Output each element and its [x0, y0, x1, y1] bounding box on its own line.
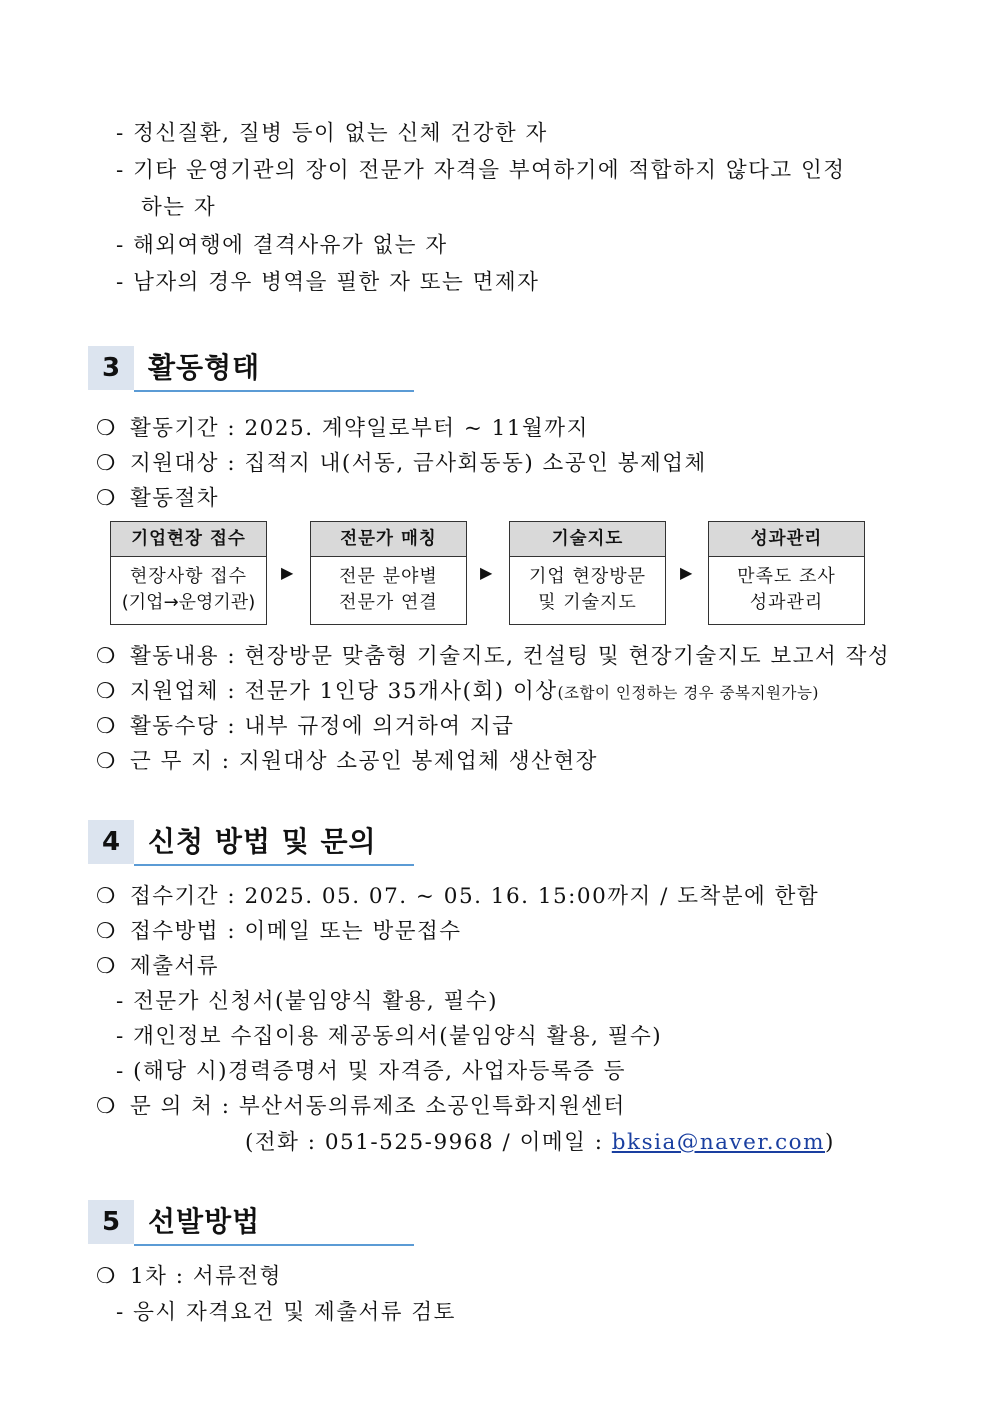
bullet-text: 활동기간 : 2025. 계약일로부터 ~ 11월까지	[130, 416, 589, 441]
circle-bullet-icon: ❍	[96, 486, 117, 511]
circle-bullet-icon: ❍	[96, 451, 117, 476]
flow-arrow-icon: ▶	[680, 563, 693, 582]
circle-bullet-icon: ❍	[96, 714, 117, 739]
flow-step-head: 전문가 매칭	[311, 522, 466, 557]
qualification-item: - 해외여행에 결격사유가 없는 자	[116, 233, 448, 258]
document-item: - 개인정보 수집이용 제공동의서(붙임양식 활용, 필수)	[116, 1024, 663, 1049]
qualification-item-cont: 하는 자	[141, 195, 217, 220]
bullet-item	[96, 879, 819, 910]
section-number: 5	[88, 1200, 134, 1244]
flow-step-1	[110, 521, 267, 625]
bullet-item	[96, 1259, 282, 1290]
bullet-item	[96, 1089, 626, 1120]
contact-detail	[245, 1125, 835, 1156]
section-4-heading	[88, 820, 414, 866]
qualification-item: - 기타 운영기관의 장이 전문가 자격을 부여하기에 적합하지 않다고 인정	[116, 158, 846, 183]
section-title: 활동형태	[148, 351, 261, 384]
flow-step-body: 전문 분야별 전문가 연결	[339, 566, 438, 613]
bullet-text: 활동절차	[130, 486, 220, 511]
section-5-heading	[88, 1200, 414, 1246]
circle-bullet-icon: ❍	[96, 954, 117, 979]
circle-bullet-icon: ❍	[96, 919, 117, 944]
bullet-text: 접수기간 : 2025. 05. 07. ~ 05. 16. 15:00까지 / 도착분에 한함	[130, 884, 820, 909]
bullet-item	[96, 949, 219, 980]
bullet-text: 1차 : 서류전형	[130, 1264, 282, 1289]
bullet-text: 활동내용 : 현장방문 맞춤형 기술지도, 컨설팅 및 현장기술지도 보고서 작성	[130, 644, 891, 669]
bullet-text: 지원업체 : 전문가 1인당 35개사(회) 이상	[130, 679, 558, 704]
circle-bullet-icon: ❍	[96, 416, 117, 441]
flow-step-2	[310, 521, 467, 625]
contact-text: 문 의 처 : 부산서동의류제조 소공인특화지원센터	[130, 1094, 626, 1119]
email-link[interactable]: bksia@naver.com	[611, 1130, 825, 1155]
flow-step-head: 기업현장 접수	[111, 522, 266, 557]
selection-item: - 응시 자격요건 및 제출서류 검토	[116, 1300, 456, 1325]
bullet-item	[96, 709, 514, 740]
circle-bullet-icon: ❍	[96, 679, 117, 704]
section-number: 4	[88, 820, 134, 864]
flow-step-head: 성과관리	[709, 522, 864, 557]
section-3-heading	[88, 346, 414, 392]
circle-bullet-icon: ❍	[96, 749, 117, 774]
heading-underline	[134, 1244, 414, 1246]
qualification-item: - 정신질환, 질병 등이 없는 신체 건강한 자	[116, 121, 548, 146]
flow-step-3	[509, 521, 666, 625]
section-number: 3	[88, 346, 134, 390]
bullet-item	[96, 481, 219, 512]
circle-bullet-icon: ❍	[96, 644, 117, 669]
section-title: 선발방법	[148, 1205, 261, 1238]
flow-step-head: 기술지도	[510, 522, 665, 557]
bullet-text: 활동수당 : 내부 규정에 의거하여 지급	[130, 714, 515, 739]
heading-underline	[134, 390, 414, 392]
flow-arrow-icon: ▶	[281, 563, 294, 582]
bullet-item	[96, 639, 890, 670]
flow-step-4	[708, 521, 865, 625]
heading-underline	[134, 864, 414, 866]
bullet-item	[96, 411, 589, 442]
circle-bullet-icon: ❍	[96, 884, 117, 909]
support-note: (조합이 인정하는 경우 중복지원가능)	[557, 684, 819, 702]
bullet-item	[96, 674, 819, 705]
bullet-text: 근 무 지 : 지원대상 소공인 봉제업체 생산현장	[130, 749, 598, 774]
bullet-item	[96, 914, 462, 945]
flow-step-body: 현장사항 접수 (기업→운영기관)	[121, 566, 256, 613]
document-item: - (해당 시)경력증명서 및 자격증, 사업자등록증 등	[116, 1059, 626, 1084]
flow-arrow-icon: ▶	[480, 563, 493, 582]
section-title: 신청 방법 및 문의	[148, 825, 377, 858]
circle-bullet-icon: ❍	[96, 1264, 117, 1289]
bullet-text: 지원대상 : 집적지 내(서동, 금사회동동) 소공인 봉제업체	[130, 451, 707, 476]
bullet-item	[96, 446, 707, 477]
contact-close: )	[824, 1130, 835, 1155]
flow-step-body: 만족도 조사 성과관리	[737, 566, 836, 613]
bullet-text: 제출서류	[130, 954, 220, 979]
circle-bullet-icon: ❍	[96, 1094, 117, 1119]
contact-phone: (전화 : 051-525-9968 / 이메일 :	[245, 1130, 612, 1155]
document-item: - 전문가 신청서(붙임양식 활용, 필수)	[116, 989, 498, 1014]
qualification-item: - 남자의 경우 병역을 필한 자 또는 면제자	[116, 270, 540, 295]
bullet-text: 접수방법 : 이메일 또는 방문접수	[130, 919, 462, 944]
flow-step-body: 기업 현장방문 및 기술지도	[528, 566, 647, 613]
bullet-item	[96, 744, 598, 775]
